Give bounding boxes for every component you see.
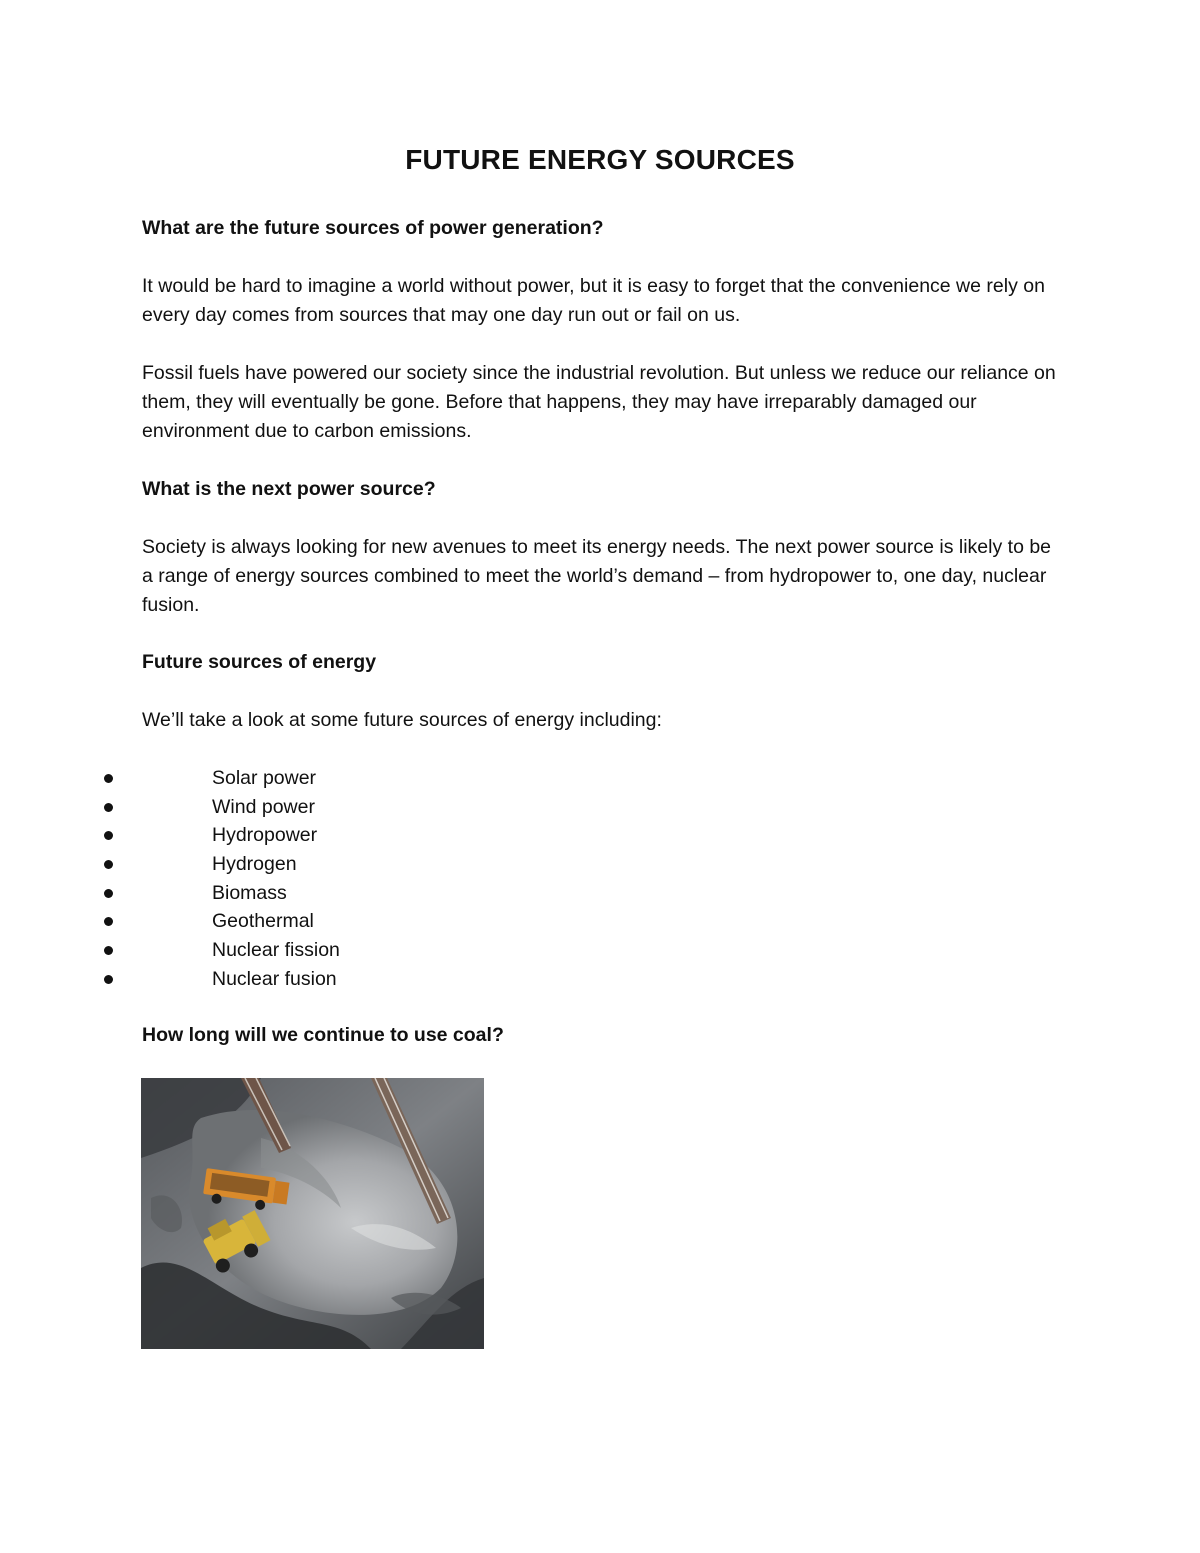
list-item <box>0 793 700 822</box>
coal-mining-photo <box>141 1078 484 1349</box>
list-item-label: Biomass <box>212 881 287 904</box>
bullet-icon <box>104 946 113 955</box>
coal-pile-illustration <box>141 1078 484 1349</box>
list-item <box>0 936 700 965</box>
heading-coal-usage: How long will we continue to use coal? <box>142 1024 504 1046</box>
paragraph-world-without-power: It would be hard to imagine a world without power, but it is easy to forget that the convenience we rely on every day comes from sources that may one day run out or fail on us. <box>142 275 1045 326</box>
bullet-icon <box>104 803 113 812</box>
list-item-label: Hydropower <box>212 824 318 847</box>
heading-future-sources-energy: Future sources of energy <box>142 651 377 673</box>
list-item <box>0 850 700 879</box>
bullet-icon <box>104 831 113 840</box>
heading-next-power-source: What is the next power source? <box>142 478 436 500</box>
bullet-icon <box>104 774 113 783</box>
list-item <box>0 764 700 793</box>
list-item <box>0 965 700 994</box>
list-item-label: Solar power <box>212 767 317 789</box>
list-item <box>0 879 700 908</box>
list-item <box>0 821 700 850</box>
paragraph-intro-list: We’ll take a look at some future sources of energy including: <box>142 709 662 731</box>
list-item <box>0 907 700 936</box>
list-item-label: Wind power <box>212 795 315 818</box>
paragraph-fossil-fuels: Fossil fuels have powered our society since the industrial revolution. But unless we reduce our reliance on them, they will eventually be gone. Before that happens, they may have irreparably damaged our environment due to carbon emissions. <box>142 362 1056 442</box>
energy-sources-list <box>0 764 700 994</box>
bullet-icon <box>104 975 113 984</box>
heading-future-sources-power: What are the future sources of power generation? <box>142 217 604 239</box>
list-item-label: Geothermal <box>212 910 314 933</box>
bullet-icon <box>104 889 113 898</box>
list-item-label: Hydrogen <box>212 853 297 876</box>
list-item-label: Nuclear fission <box>212 939 340 962</box>
list-item-label: Nuclear fusion <box>212 967 337 990</box>
paragraph-society-energy-needs: Society is always looking for new avenues to meet its energy needs. The next power source is likely to be a range of energy sources combined to meet the world’s demand – from hydropower to, one day, nuclear fusion. <box>142 536 1052 616</box>
bullet-icon <box>104 917 113 926</box>
document-title: FUTURE ENERGY SOURCES <box>405 144 795 175</box>
bullet-icon <box>104 860 113 869</box>
